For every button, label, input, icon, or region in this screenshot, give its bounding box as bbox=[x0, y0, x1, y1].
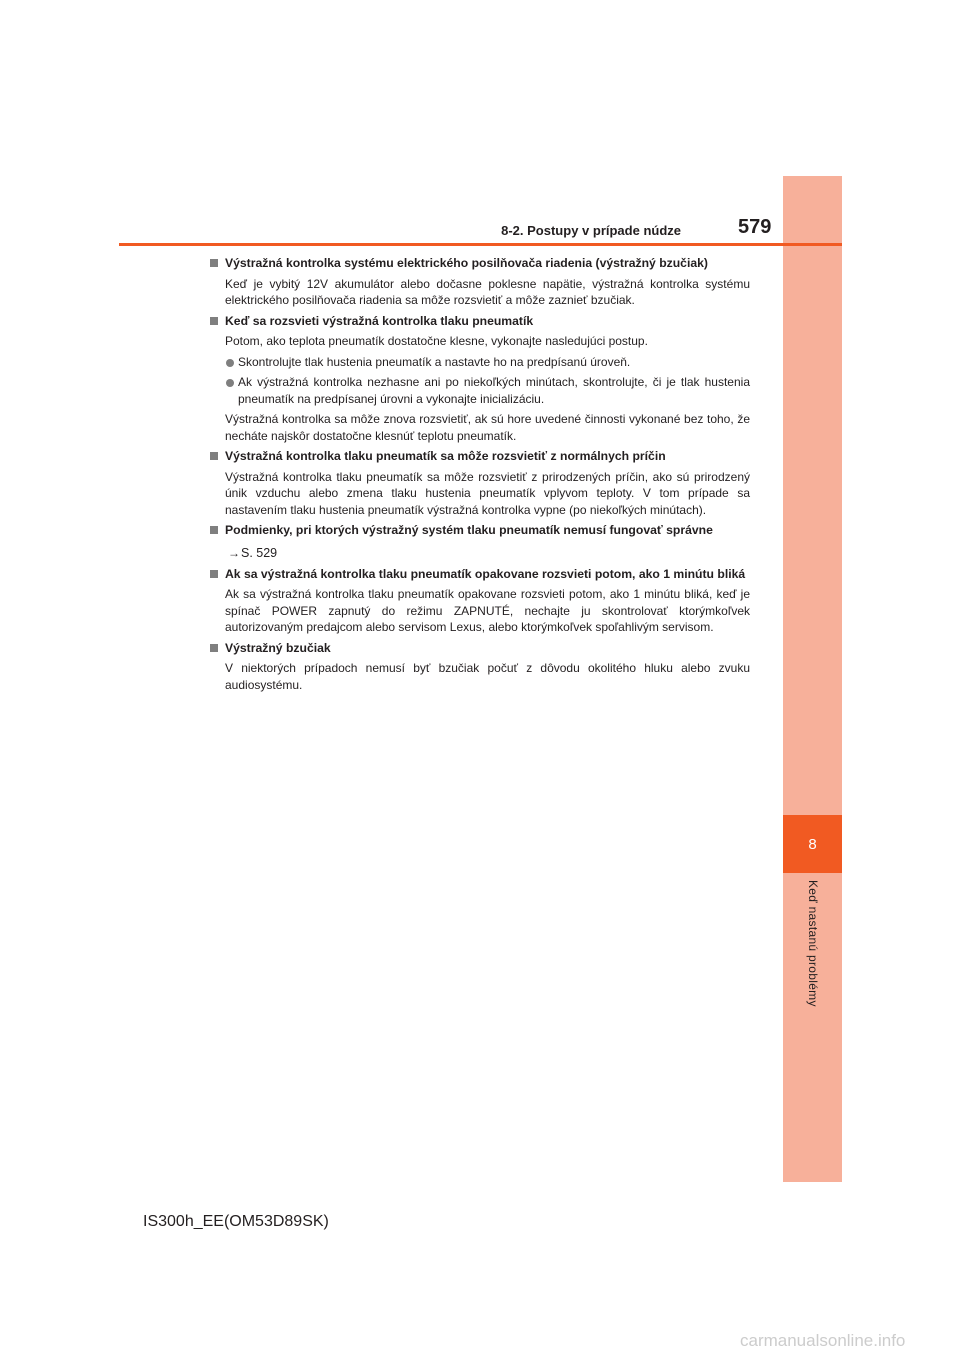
chapter-side-tab bbox=[783, 176, 842, 1182]
section-warning-buzzer bbox=[208, 640, 750, 694]
section-title: Výstražná kontrolka tlaku pneumatík sa môže rozsvietiť z normálnych príčin bbox=[208, 448, 750, 465]
square-bullet-icon bbox=[210, 259, 218, 267]
arrow-right-icon: → bbox=[228, 545, 240, 560]
section-normal-causes bbox=[208, 448, 750, 518]
section-outro: Výstražná kontrolka sa môže znova rozsvietiť, ak sú hore uvedené činnosti vykonané bez toho, že necháte najskôr dostatočne klesnúť teplotu pneumatík. bbox=[225, 412, 750, 443]
section-body: Výstražná kontrolka tlaku pneumatík sa môže rozsvietiť z prirodzených príčin, ako sú prirodzený únik vzduchu alebo zmena tlaku hustenia pneumatík vplyvom teploty. V tom prípade sa nastavením tlaku hustenia pneumatík výstražná kontrolka vypne (po niekoľkých minútach). bbox=[225, 469, 750, 517]
section-body: V niektorých prípadoch nemusí byť bzučiak počuť z dôvodu okolitého hluku alebo zvuku audiosystému. bbox=[225, 661, 750, 692]
square-bullet-icon bbox=[210, 452, 218, 460]
round-bullet-icon bbox=[226, 379, 234, 387]
section-title: Ak sa výstražná kontrolka tlaku pneumatík opakovane rozsvieti potom, ako 1 minútu bliká bbox=[208, 566, 750, 583]
section-repeated-blinking bbox=[208, 566, 750, 636]
page-reference-label: S. 529 bbox=[241, 545, 278, 560]
page-content bbox=[208, 255, 750, 697]
square-bullet-icon bbox=[210, 570, 218, 578]
chapter-label: Keď nastanú problémy bbox=[806, 880, 820, 1007]
header-divider bbox=[119, 243, 842, 246]
section-title: Keď sa rozsvieti výstražná kontrolka tlaku pneumatík bbox=[208, 313, 750, 330]
list-item: Skontrolujte tlak hustenia pneumatík a nastavte ho na predpísanú úroveň. bbox=[208, 354, 750, 371]
list-item: Ak výstražná kontrolka nezhasne ani po niekoľkých minútach, skontrolujte, či je tlak hustenia pneumatík na predpísanej úrovni a vykonajte inicializáciu. bbox=[208, 374, 750, 407]
section-body: Ak sa výstražná kontrolka tlaku pneumatík opakovane rozsvieti potom, ako 1 minútu bliká, keď je spínač POWER zapnutý do režimu ZAPNUTÉ, nechajte ju skontrolovať ktorýmkoľvek autorizovaným predajcom alebo servisom Lexus, alebo ktorýmkoľvek spoľahlivým servisom. bbox=[225, 587, 750, 634]
square-bullet-icon bbox=[210, 644, 218, 652]
round-bullet-icon bbox=[226, 359, 234, 367]
page-number: 579 bbox=[738, 216, 772, 238]
square-bullet-icon bbox=[210, 526, 218, 534]
section-title: Výstražná kontrolka systému elektrického posilňovača riadenia (výstražný bzučiak) bbox=[208, 255, 750, 272]
square-bullet-icon bbox=[210, 317, 218, 325]
watermark: carmanualsonline.info bbox=[740, 1331, 906, 1350]
section-title: Výstražný bzučiak bbox=[208, 640, 750, 657]
section-tire-pressure-light bbox=[208, 313, 750, 445]
page-reference[interactable] bbox=[208, 543, 750, 563]
chapter-number: 8 bbox=[808, 835, 817, 853]
header-section-title: 8-2. Postupy v prípade núdze bbox=[501, 223, 681, 238]
section-title: Podmienky, pri ktorých výstražný systém tlaku pneumatík nemusí fungovať správne bbox=[208, 522, 750, 539]
section-conditions bbox=[208, 522, 750, 563]
section-body: Keď je vybitý 12V akumulátor alebo dočasne poklesne napätie, výstražná kontrolka systému elektrického posilňovača riadenia sa môže rozsvietiť a môže zaznieť bzučiak. bbox=[225, 276, 750, 307]
section-intro: Potom, ako teplota pneumatík dostatočne klesne, vykonajte nasledujúci postup. bbox=[225, 334, 648, 348]
section-power-steering bbox=[208, 255, 750, 309]
chapter-number-box bbox=[783, 815, 842, 873]
footer-model-code: IS300h_EE(OM53D89SK) bbox=[143, 1213, 329, 1230]
